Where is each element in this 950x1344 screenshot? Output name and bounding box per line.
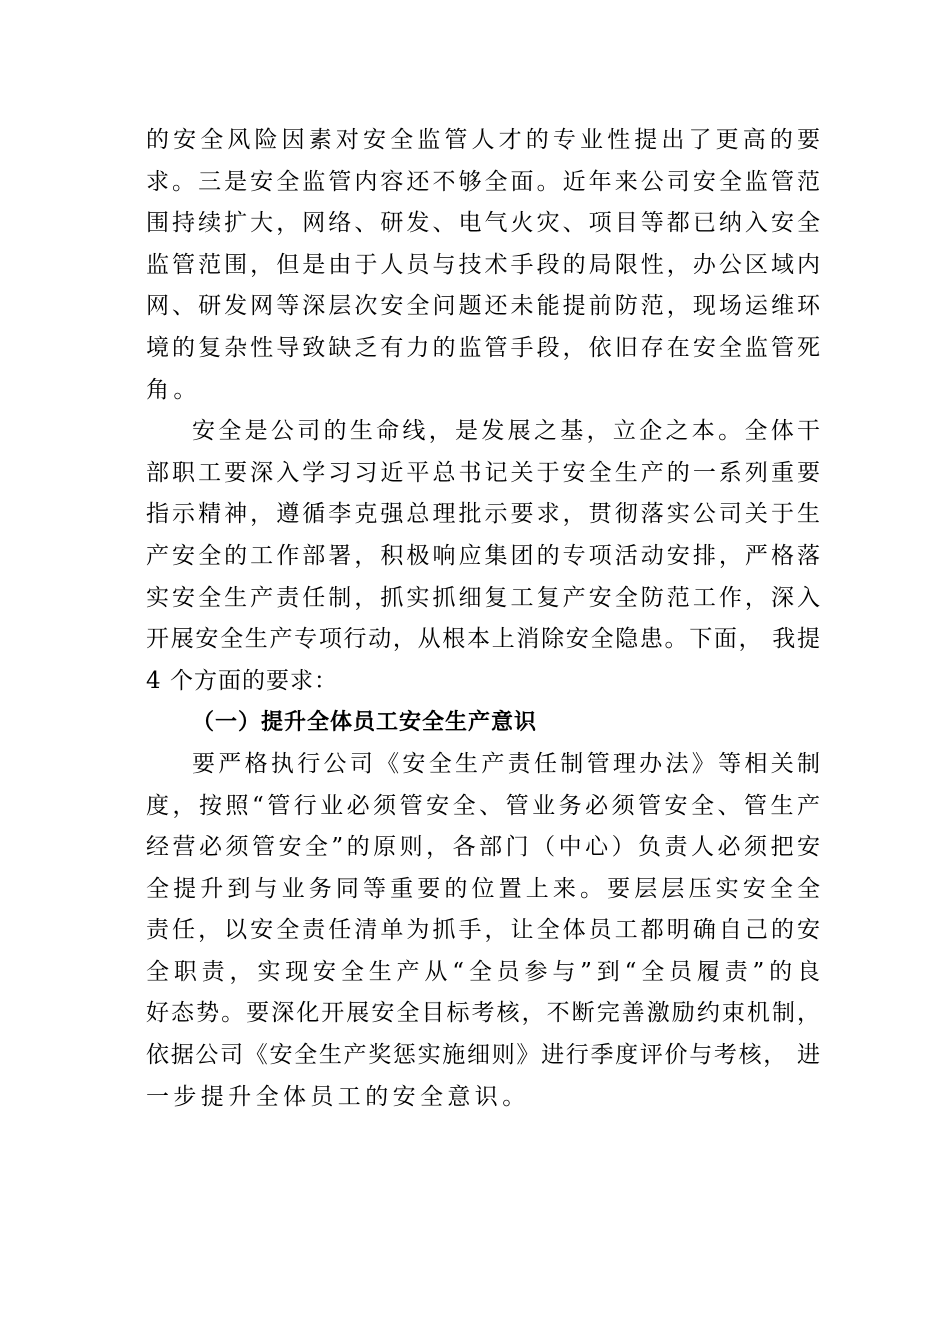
paragraph-safety-lifeline bbox=[146, 411, 820, 702]
text-line: 安全是公司的生命线，是发展之基，立企之本。全体干 bbox=[192, 418, 820, 445]
text-line: 依据公司《安全生产奖惩实施细则》进行季度评价与考核， 进 bbox=[146, 1042, 820, 1069]
text-line: 经营必须管安全”的原则，各部门（中心）负责人必须把安 bbox=[146, 834, 820, 861]
section-heading: （一）提升全体员工安全生产意识 bbox=[192, 710, 538, 736]
text-line: 监管范围，但是由于人员与技术手段的局限性，办公区域内 bbox=[146, 251, 820, 278]
text-line: 要严格执行公司《安全生产责任制管理办法》等相关制 bbox=[192, 750, 820, 777]
text-line: 求。三是安全监管内容还不够全面。近年来公司安全监管范 bbox=[146, 168, 820, 195]
text-line: 全职责，实现安全生产从“全员参与”到“全员履责”的良 bbox=[146, 958, 820, 985]
text-line: 全提升到与业务同等重要的位置上来。要层层压实安全全 bbox=[146, 875, 820, 902]
text-line: 网、研发网等深层次安全问题还未能提前防范，现场运维环 bbox=[146, 293, 820, 320]
text-line: 围持续扩大，网络、研发、电气火灾、项目等都已纳入安全 bbox=[146, 210, 820, 237]
text-line: 4 个方面的要求： bbox=[146, 667, 338, 694]
text-line: 一步提升全体员工的安全意识。 bbox=[146, 1083, 530, 1110]
text-line: 好态势。要深化开展安全目标考核，不断完善激励约束机制， bbox=[146, 1000, 820, 1027]
text-line: 的安全风险因素对安全监管人才的专业性提出了更高的要 bbox=[146, 127, 820, 153]
text-line: 境的复杂性导致缺乏有力的监管手段，依旧存在安全监管死 bbox=[146, 334, 820, 361]
text-line: 开展安全生产专项行动，从根本上消除安全隐患。下面， 我提 bbox=[146, 626, 820, 653]
paragraph-risk-factors bbox=[146, 120, 820, 411]
text-line: 角。 bbox=[146, 376, 201, 403]
text-line: 度，按照“管行业必须管安全、管业务必须管安全、管生产 bbox=[146, 792, 820, 819]
text-line: 指示精神，遵循李克强总理批示要求，贯彻落实公司关于生 bbox=[146, 501, 820, 528]
text-line: 部职工要深入学习习近平总书记关于安全生产的一系列重要 bbox=[146, 459, 820, 486]
text-line: 实安全生产责任制，抓实抓细复工复产安全防范工作，深入 bbox=[146, 584, 820, 611]
text-line: 产安全的工作部署，积极响应集团的专项活动安排，严格落 bbox=[146, 542, 820, 569]
text-line: 责任，以安全责任清单为抓手，让全体员工都明确自己的安 bbox=[146, 917, 820, 944]
document-body bbox=[146, 120, 820, 1118]
paragraph-responsibility bbox=[146, 744, 820, 1118]
